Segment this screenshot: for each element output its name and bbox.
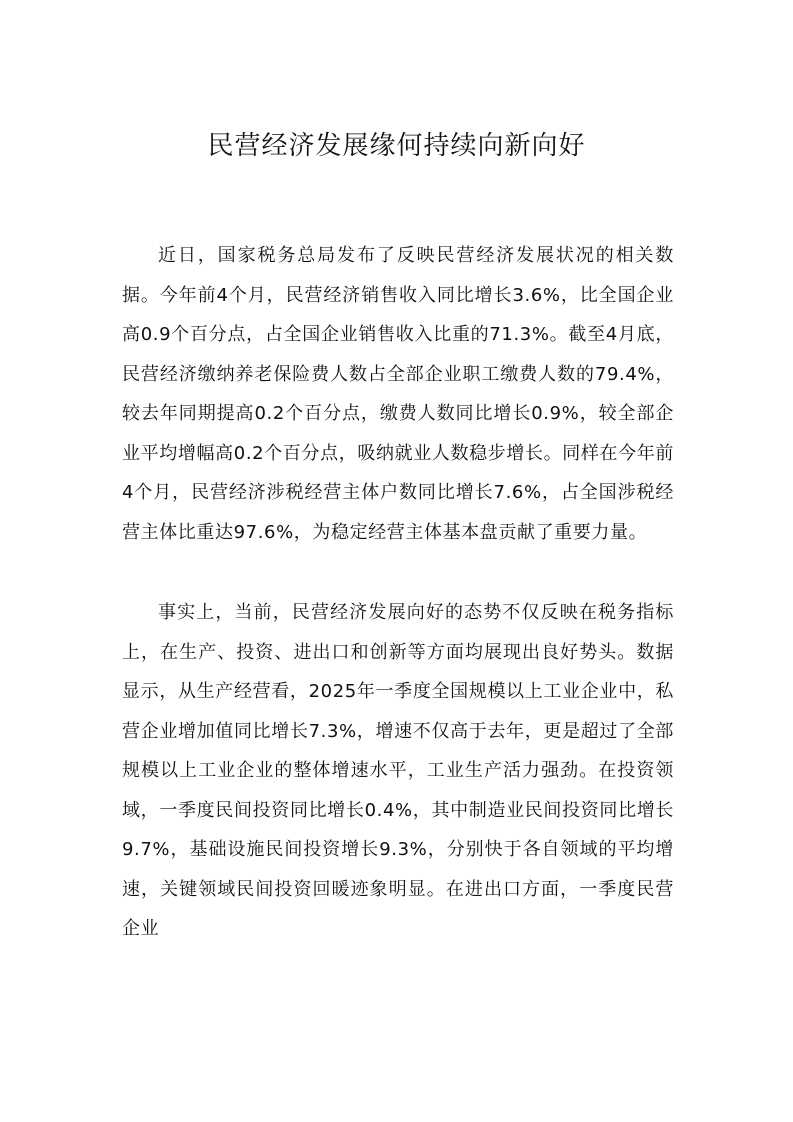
document-title: 民营经济发展缘何持续向新向好 — [207, 131, 586, 161]
paragraph: 近日，国家税务总局发布了反映民营经济发展状况的相关数据。今年前4个月，民营经济销售收入同比增长3.6%，比全国企业高0.9个百分点，占全国企业销售收入比重的71.3%。截至4月底，民营经济缴纳养老保险费人数占全部企业职工缴费人数的79.4%，较去年同期提高0.2个百分点，缴费人数同比增长0.9%，较全部企业平均增幅高0.2个百分点，吸纳就业人数稳步增长。同样在今年前4个月，民营经济涉税经营主体户数同比增长7.6%，占全国涉税经营主体比重达97.6%，为稳定经营主体基本盘贡献了重要力量。 — [122, 245, 674, 543]
paragraph: 事实上，当前，民营经济发展向好的态势不仅反映在税务指标上，在生产、投资、进出口和创新等方面均展现出良好势头。数据显示，从生产经营看，2025年一季度全国规模以上工业企业中，私营企业增加值同比增长7.3%，增速不仅高于去年，更是超过了全部规模以上工业企业的整体增速水平，工业生产活力强劲。在投资领域，一季度民间投资同比增长0.4%，其中制造业民间投资同比增长9.7%，基础设施民间投资增长9.3%，分别快于各自领域的平均增速，关键领域民间投资回暖迹象明显。在进出口方面，一季度民营企业 — [122, 602, 674, 939]
document-body — [122, 236, 674, 949]
